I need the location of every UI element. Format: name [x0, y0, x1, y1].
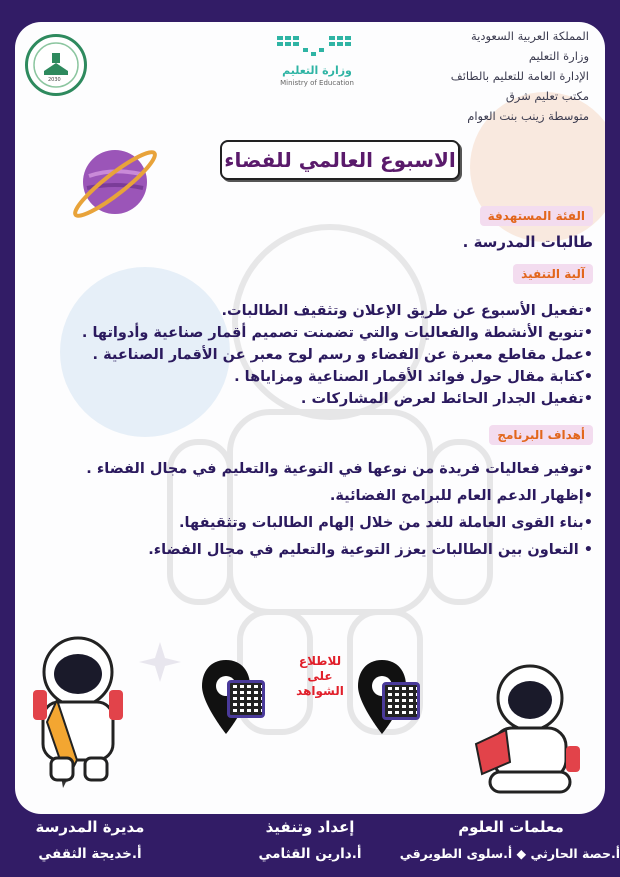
signature-names: أ.خديجة الثقفي [38, 846, 142, 862]
signature-block [230, 818, 390, 862]
execution-list [82, 300, 593, 410]
list-item: •عمل مقاطع معبرة عن الفضاء و رسم لوح معبر عن الأقمار الصناعية . [92, 347, 593, 363]
list-item: • التعاون بين الطالبات يعزز التوعية والتعليم في مجال الفضاء. [148, 542, 593, 558]
logo-year: 2030 [48, 77, 61, 83]
evidence-label-line: للاطلاع [298, 654, 342, 668]
list-item: •تفعيل الأسبوع عن طريق الإعلان وتثقيف الطالبات. [221, 303, 593, 319]
ministry-name-en: Ministry of Education [280, 79, 354, 87]
list-item: •إظهار الدعم العام للبرامج الفضائية. [329, 488, 593, 504]
page-title: الاسبوع العالمي للفضاء [224, 148, 456, 172]
qr-code-icon[interactable] [227, 680, 265, 718]
evidence-label-line: على [307, 669, 333, 683]
signature-role: معلمات العلوم [458, 818, 564, 836]
goals-list [86, 456, 593, 564]
header-line: وزارة التعليم [528, 49, 589, 63]
header-block [389, 26, 589, 126]
list-item: •كتابة مقال حول فوائد الأقمار الصناعية ومزاياها . [234, 369, 593, 385]
astronaut-reading-icon [470, 658, 590, 798]
header-line: متوسطة زينب بنت العوام [467, 109, 589, 123]
poster-card [15, 22, 605, 814]
list-item: •تنويع الأنشطة والفعاليات والتي تضمنت تصميم أقمار صناعية وأدواتها . [81, 325, 593, 341]
title-box [220, 140, 460, 180]
header-line: الإدارة العامة للتعليم بالطائف [450, 69, 589, 83]
evidence-label [285, 654, 355, 699]
ministry-logo [267, 32, 367, 94]
goals-tag: أهداف البرنامج [489, 425, 593, 445]
list-item: •تفعيل الجدار الحائط لعرض المشاركات . [300, 391, 593, 407]
list-item: •توفير فعاليات فريدة من نوعها في التوعية والتعليم في مجال الفضاء . [86, 461, 593, 477]
signature-role: إعداد وتنفيذ [265, 818, 355, 836]
evidence-label-line: الشواهد [296, 684, 344, 698]
school-logo [25, 34, 87, 96]
execution-tag: آلية التنفيذ [513, 264, 593, 284]
astronaut-pencil-icon [23, 630, 133, 790]
signature-names: أ.دارين القثامي [258, 846, 362, 862]
signature-block [399, 818, 620, 861]
target-tag: الفئة المستهدفة [480, 206, 593, 226]
ringed-planet-icon [63, 134, 163, 234]
header-line: مكتب تعليم شرق [505, 89, 589, 103]
target-value: طالبات المدرسة . [462, 233, 593, 251]
ministry-logo-mark-icon [267, 32, 367, 60]
qr-code-icon[interactable] [382, 682, 420, 720]
header-line: المملكة العربية السعودية [471, 29, 589, 43]
ministry-name-ar: وزارة التعليم [282, 64, 352, 77]
list-item: •بناء القوى العاملة للغد من خلال إلهام الطالبات وتثقيفها. [179, 515, 593, 531]
school-emblem-icon [28, 37, 84, 93]
signature-block [10, 818, 170, 862]
signature-role: مديرة المدرسة [35, 818, 145, 836]
signature-names: أ.حصة الحارثي ◆ أ.سلوى الطويرقي [399, 846, 620, 861]
